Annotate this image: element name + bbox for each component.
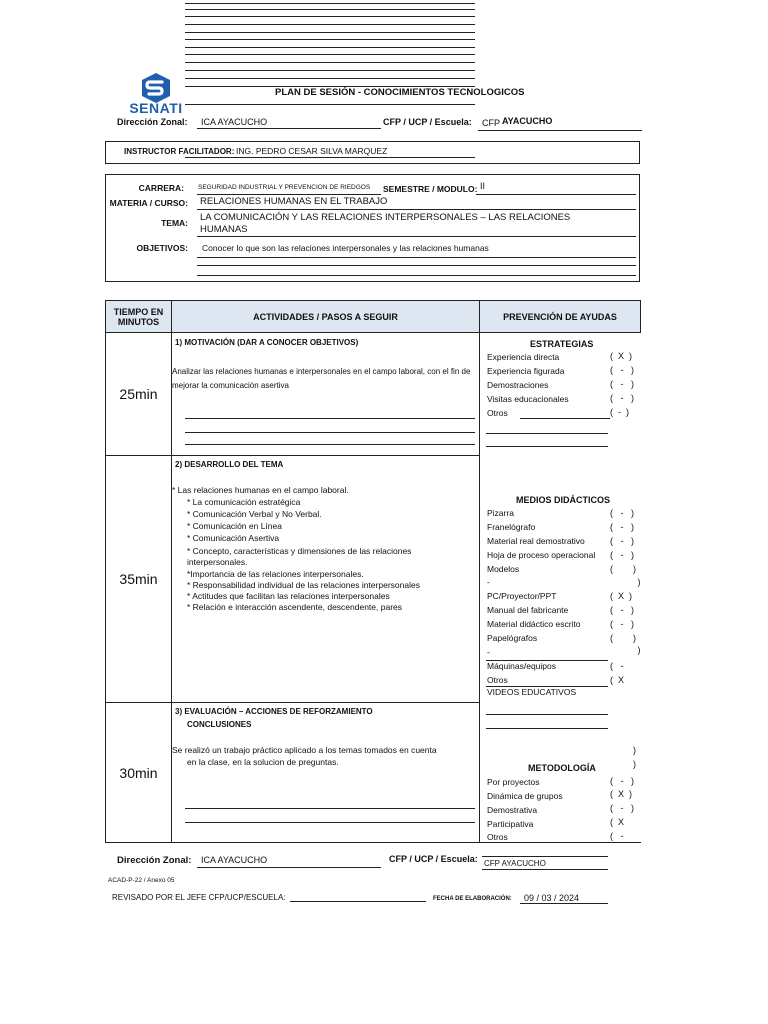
- evaluacion-text-1: Se realizó un trabajo práctico aplicado a los temas tomados en cuenta: [172, 745, 437, 755]
- footer-cfp-value: CFP AYACUCHO: [484, 859, 546, 868]
- estrategia-item: Experiencia directa: [487, 352, 560, 362]
- motivacion-text: Analizar las relaciones humanas e interpersonales en el campo laboral, con el fin de mejorar la comunicación asertiva: [172, 367, 471, 390]
- medio-item: Modelos: [487, 564, 520, 574]
- estrategia-item: Demostraciones: [487, 380, 549, 390]
- form-code: ACAD-P-22 / Anexo 05: [108, 877, 175, 884]
- evaluacion-heading-2: CONCLUSIONES: [187, 720, 252, 729]
- metodologia-mark: ( X ): [610, 789, 632, 799]
- medio-item: Manual del fabricante: [487, 605, 569, 615]
- estrategia-mark: ( - ): [610, 393, 634, 403]
- carrera-label: CARRERA:: [138, 183, 184, 193]
- metodologia-title: METODOLOGÍA: [528, 763, 596, 773]
- estrategia-mark: ( - ): [610, 407, 629, 417]
- instructor-value: ING. PEDRO CESAR SILVA MARQUEZ: [236, 146, 388, 156]
- fecha-value: 09 / 03 / 2024: [524, 893, 580, 903]
- desarrollo-heading: 2) DESARROLLO DEL TEMA: [175, 460, 284, 469]
- estrategia-mark: ( - ): [610, 365, 634, 375]
- desarrollo-bullet: * La comunicación estratégica: [187, 497, 301, 507]
- metodologia-mark: ( - ): [610, 803, 634, 813]
- estrategias-title: ESTRATEGIAS: [530, 339, 594, 349]
- tema-value: LA COMUNICACIÓN Y LAS RELACIONES INTERPERSONALES – LAS RELACIONES HUMANAS: [200, 212, 571, 235]
- metodologia-item: Dinámica de grupos: [487, 791, 563, 801]
- direccion-zonal-label: Dirección Zonal:: [117, 117, 188, 127]
- revisado-label: REVISADO POR EL JEFE CFP/UCP/ESCUELA:: [112, 893, 286, 902]
- cfp-value: AYACUCHO: [502, 116, 553, 126]
- fecha-label: FECHA DE ELABORACIÓN:: [433, 896, 512, 902]
- medio-mark: ( X ): [610, 591, 632, 601]
- tema-label: TEMA:: [161, 218, 188, 228]
- medio-mark: ( ): [610, 564, 636, 574]
- medio-item: Material didáctico escrito: [487, 619, 581, 629]
- col-prevencion-header: PREVENCIÓN DE AYUDAS: [479, 300, 641, 333]
- desarrollo-bullet: interpersonales.: [187, 557, 248, 567]
- estrategia-mark: ( X ): [610, 351, 632, 361]
- semestre-label: SEMESTRE / MODULO:: [383, 184, 478, 194]
- metodologia-mark: ( -: [610, 831, 624, 841]
- medio-item: Papelógrafos: [487, 633, 538, 643]
- medio-item: Otros: [487, 675, 508, 685]
- medio-item: Franelógrafo: [487, 522, 536, 532]
- senati-logo: [128, 72, 184, 118]
- footer-direccion-value: ICA AYACUCHO: [201, 855, 268, 865]
- metodologia-side-paren: ): [633, 759, 636, 769]
- cfp-label: CFP / UCP / Escuela:: [383, 117, 472, 127]
- evaluacion-heading: 3) EVALUACIÓN – ACCIONES DE REFORZAMIENTO: [175, 707, 373, 716]
- metodologia-item: Otros: [487, 832, 508, 842]
- desarrollo-bullet: *Importancia de las relaciones interpersonales.: [187, 569, 364, 579]
- metodologia-mark: ( - ): [610, 776, 634, 786]
- motivacion-heading: 1) MOTIVACIÓN (DAR A CONOCER OBJETIVOS): [175, 338, 359, 347]
- desarrollo-bullet: * Responsabilidad individual de las relaciones interpersonales: [187, 580, 420, 590]
- metodologia-item: Participativa: [487, 819, 534, 829]
- medio-mark: ( - ): [610, 508, 634, 518]
- semestre-value: II: [480, 181, 486, 191]
- medio-mark: ( - ): [610, 522, 634, 532]
- instructor-label: INSTRUCTOR FACILITADOR:: [124, 147, 235, 156]
- medio-mark: ( ): [610, 633, 636, 643]
- medio-mark: ( - ): [610, 619, 634, 629]
- desarrollo-bullet: * Comunicación Asertiva: [187, 533, 280, 543]
- materia-value: RELACIONES HUMANAS EN EL TRABAJO: [200, 196, 388, 207]
- evaluacion-text-2: en la clase, en la solucion de preguntas.: [187, 757, 339, 767]
- materia-label: MATERIA / CURSO:: [109, 198, 188, 208]
- medio-mark: ( - ): [610, 605, 634, 615]
- medio-mark: ( - ): [610, 536, 634, 546]
- cfp-prefix: CFP: [482, 118, 500, 128]
- estrategia-item: Visitas educacionales: [487, 394, 569, 404]
- desarrollo-bullet: * Actitudes que facilitan las relaciones interpersonales: [187, 591, 390, 601]
- desarrollo-bullet: * Concepto, características y dimensiones de las relaciones: [187, 546, 412, 556]
- medio-mark: ( X: [610, 675, 625, 685]
- medio-mark: ( - ): [610, 550, 634, 560]
- medio-item: Máquinas/equipos: [487, 661, 556, 671]
- col-tiempo-header: TIEMPO EN MINUTOS: [105, 300, 172, 333]
- page-title: PLAN DE SESIÓN - CONOCIMIENTOS TECNOLOGICOS: [275, 87, 525, 98]
- desarrollo-bullet: * Comunicación en Línea: [187, 521, 282, 531]
- medio-mark: ): [610, 577, 641, 587]
- medio-mark: ( -: [610, 661, 624, 671]
- medio-item: VIDEOS EDUCATIVOS: [487, 687, 577, 697]
- time-cell-1: 25min: [105, 332, 172, 456]
- desarrollo-bullet: * Relación e interacción ascendente, descendente, pares: [187, 602, 403, 612]
- objetivos-value: Conocer lo que son las relaciones interpersonales y las relaciones humanas: [202, 243, 489, 253]
- time-cell-2: 35min: [105, 455, 172, 703]
- direccion-zonal-value: ICA AYACUCHO: [201, 117, 268, 127]
- medio-item: Material real demostrativo: [487, 536, 585, 546]
- medio-item: Pizarra: [487, 508, 514, 518]
- estrategia-item: Experiencia figurada: [487, 366, 565, 376]
- objetivos-label: OBJETIVOS:: [136, 243, 188, 253]
- col-actividades-header: ACTIVIDADES / PASOS A SEGUIR: [171, 300, 480, 333]
- medio-item: Hoja de proceso operacional: [487, 550, 596, 560]
- medio-item: -: [487, 577, 490, 587]
- carrera-value: SEGURIDAD INDUSTRIAL Y PREVENCION DE RIEDGOS: [198, 184, 371, 191]
- estrategia-mark: ( - ): [610, 379, 634, 389]
- metodologia-side-paren: ): [633, 745, 636, 755]
- medio-item: PC/Proyector/PPT: [487, 591, 557, 601]
- medios-title: MEDIOS DIDÁCTICOS: [516, 495, 611, 505]
- footer-direccion-label: Dirección Zonal:: [117, 855, 192, 866]
- metodologia-mark: ( X: [610, 817, 625, 827]
- activity-cell-1: [171, 332, 480, 456]
- time-cell-3: 30min: [105, 702, 172, 843]
- desarrollo-intro: * Las relaciones humanas en el campo laboral.: [172, 485, 349, 495]
- metodologia-item: Demostrativa: [487, 805, 538, 815]
- medio-mark: ): [610, 645, 641, 655]
- estrategia-item: Otros: [487, 408, 508, 418]
- logo-wordmark: SENATI: [129, 100, 183, 116]
- medio-item: -: [487, 647, 490, 657]
- metodologia-item: Por proyectos: [487, 777, 540, 787]
- desarrollo-bullet: * Comunicación Verbal y No Verbal.: [187, 509, 322, 519]
- footer-cfp-label: CFP / UCP / Escuela:: [389, 854, 478, 864]
